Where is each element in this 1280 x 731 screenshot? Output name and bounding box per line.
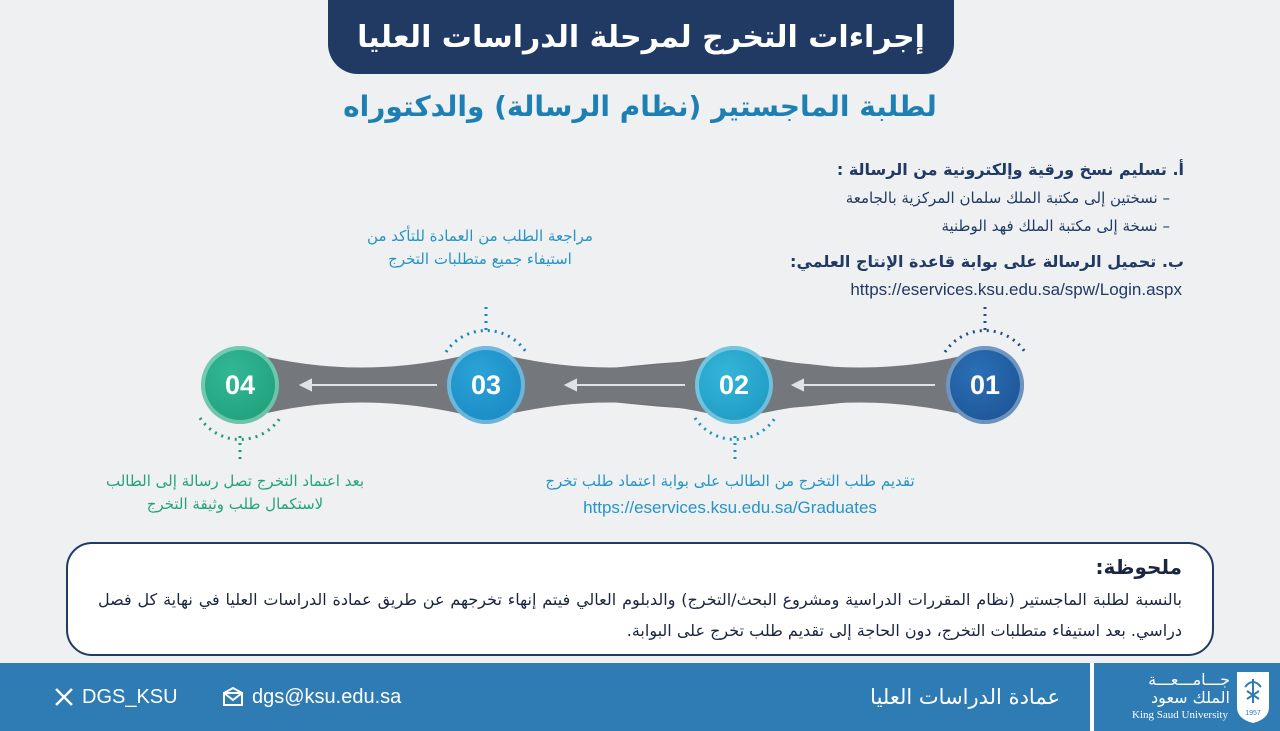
page-subtitle: لطلبة الماجستير (نظام الرسالة) والدكتوراه — [343, 90, 937, 123]
requirement-a-item: – نسختين إلى مكتبة الملك سلمان المركزية بالجامعة — [845, 189, 1170, 207]
step-01-circle: 01 — [946, 346, 1024, 424]
university-logo-english: King Saud University — [1132, 709, 1228, 721]
research-portal-link[interactable]: https://eservices.ksu.edu.sa/spw/Login.aspx — [850, 280, 1182, 299]
requirement-a-item: – نسخة إلى مكتبة الملك فهد الوطنية — [941, 217, 1170, 235]
step-02-block — [520, 470, 940, 519]
email-contact[interactable] — [222, 663, 401, 731]
email-address: dgs@ksu.edu.sa — [252, 686, 402, 708]
footer-bar — [0, 663, 1280, 731]
x-account[interactable] — [54, 663, 178, 731]
logo-ar-line1: جـــامـــعـــة — [1148, 670, 1230, 689]
x-logo-icon — [54, 687, 74, 707]
university-logo-arabic — [1118, 671, 1230, 707]
step-04-text: بعد اعتماد التخرج تصل رسالة إلى الطالب لاستكمال طلب وثيقة التخرج — [105, 472, 365, 513]
note-body: بالنسبة لطلبة الماجستير (نظام المقررات الدراسية ومشروع البحث/التخرج) والدبلوم العالي فيتم إنهاء تخرجهم عن طريق عمادة الدراسات العليا في نهاية كل فصل دراسي. بعد استيفاء متطلبات التخرج، دون الحاجة إلى تقديم طلب تخرج على البوابة. — [98, 590, 1182, 640]
step-02-circle: 02 — [695, 346, 773, 424]
requirement-a-title: أ. تسليم نسخ ورقية وإلكترونية من الرسالة : — [836, 160, 1184, 179]
emblem-year: 1957 — [1245, 710, 1261, 717]
page-title: إجراءات التخرج لمرحلة الدراسات العليا — [357, 19, 925, 55]
logo-ar-line2: الملك سعود — [1151, 688, 1230, 707]
note-title: ملحوظة: — [1095, 555, 1182, 579]
x-handle: DGS_KSU — [82, 686, 178, 708]
graduates-portal-link[interactable]: https://eservices.ksu.edu.sa/Graduates — [583, 498, 877, 517]
envelope-icon — [222, 687, 244, 707]
ksu-emblem-icon — [1234, 669, 1272, 725]
note-box — [66, 542, 1214, 656]
step-04-circle: 04 — [201, 346, 279, 424]
step-03-text: مراجعة الطلب من العمادة للتأكد من استيفاء جميع متطلبات التخرج — [367, 227, 593, 268]
step-02-text: تقديم طلب التخرج من الطالب على بوابة اعتماد طلب تخرج — [545, 472, 915, 490]
step-03-circle: 03 — [447, 346, 525, 424]
requirement-b-title: ب. تحميل الرسالة على بوابة قاعدة الإنتاج العلمي: — [790, 252, 1184, 271]
footer-divider — [1090, 663, 1094, 731]
department-name: عمادة الدراسات العليا — [870, 685, 1060, 709]
